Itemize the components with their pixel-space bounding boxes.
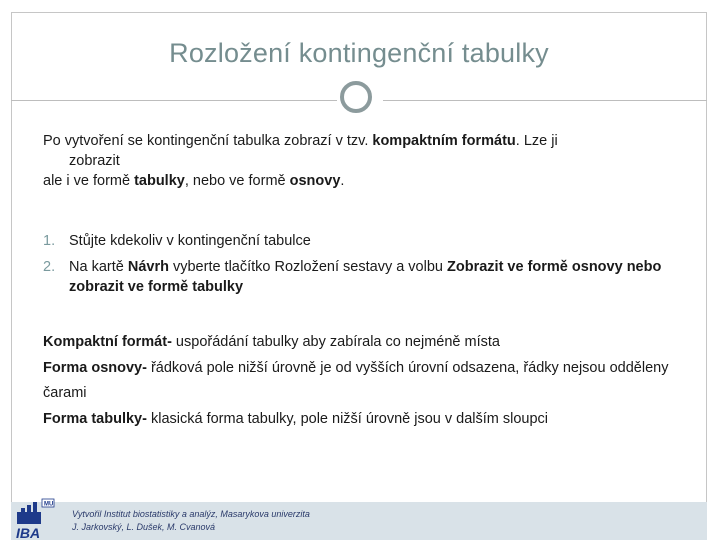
step-text: vyberte tlačítko Rozložení sestavy a volbu — [168, 259, 448, 275]
intro-text: Po vytvoření se kontingenční tabulka zobrazí v tzv. — [43, 133, 373, 149]
logo-text: IBA — [16, 525, 41, 540]
definitions-list — [43, 330, 683, 432]
intro-emphasis-compact: kompaktním formátu — [372, 133, 516, 149]
definition-desc: klasická forma tabulky, pole nižší úrovně jsou v dalším sloupci — [146, 410, 549, 427]
intro-emphasis-outline: osnovy — [289, 173, 341, 189]
step-item — [43, 231, 683, 251]
step-text: Stůjte kdekoliv v kontingenční tabulce — [69, 233, 311, 249]
step-text: Na kartě — [69, 259, 128, 275]
step-item — [43, 257, 683, 297]
steps-list — [43, 231, 683, 303]
step-emphasis: Návrh — [127, 259, 169, 275]
intro-text: zobrazit — [69, 153, 120, 169]
intro-text: . — [340, 173, 345, 189]
step-emphasis: Zobrazit ve formě osnovy nebo zobrazit ve formě tabulky — [69, 259, 662, 295]
step-number: 2. — [43, 259, 56, 275]
definition-desc: řádková pole nižší úrovně je od vyšších úrovní odsazena, řádky nejsou odděleny čarami — [43, 359, 669, 401]
title-divider-left — [11, 100, 337, 101]
definition-item — [43, 407, 683, 433]
definition-desc: uspořádání tabulky aby zabírala co nejméně místa — [171, 334, 500, 350]
iba-logo — [13, 496, 55, 540]
slide-title: Rozložení kontingenční tabulky — [169, 38, 549, 68]
title-divider-right — [383, 100, 707, 101]
definition-term: Forma osnovy- — [43, 359, 147, 376]
definition-item — [43, 330, 683, 356]
footer-credit-line: J. Jarkovský, L. Dušek, M. Cvanová — [72, 522, 216, 532]
intro-paragraph — [43, 131, 683, 191]
definition-item — [43, 356, 683, 407]
logo-small-text: MU — [44, 501, 54, 508]
footer-credits — [72, 508, 310, 534]
intro-text: ale i ve formě — [43, 173, 135, 189]
intro-text: . Lze ji — [515, 133, 558, 149]
intro-emphasis-table: tabulky — [134, 173, 185, 189]
footer-credit-line: Vytvořil Institut biostatistiky a analýz, Masarykova univerzita — [72, 509, 310, 519]
intro-text: , nebo ve formě — [184, 173, 290, 189]
step-number: 1. — [43, 233, 56, 249]
definition-term: Forma tabulky- — [43, 410, 147, 427]
definition-term: Kompaktní formát- — [43, 334, 172, 350]
divider-circle-ornament — [340, 81, 372, 113]
